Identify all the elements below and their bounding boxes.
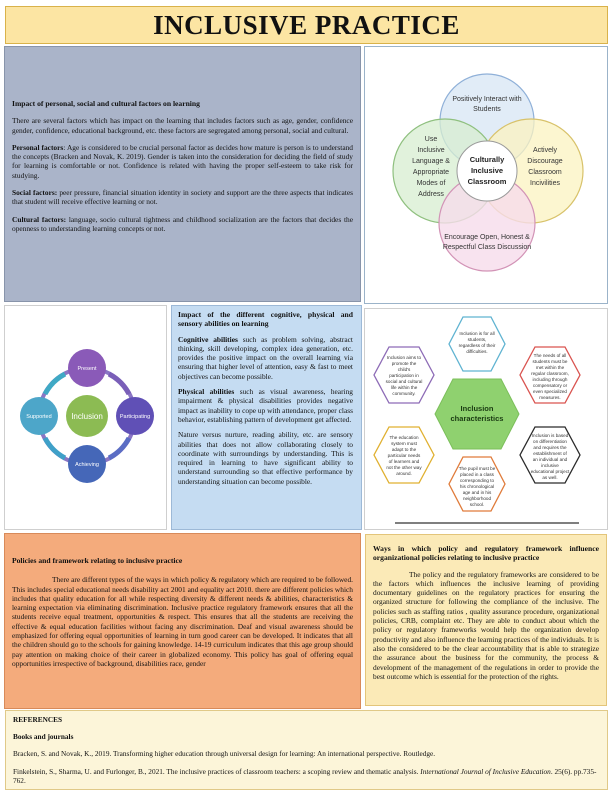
venn-top-label-1: Positively Interact with bbox=[452, 96, 522, 103]
hex-bottom-right-line-5: an individual and bbox=[532, 457, 568, 462]
hex-bottom-line-1: The pupil must be bbox=[458, 466, 496, 471]
reference-1: Bracken, S. and Novak, K., 2019. Transforming higher education through universal design for learning: An international perspective. Routledge. bbox=[13, 749, 436, 758]
panel1-cultural: Cultural factors: language, socio cultural tightness and childhood socialization are the factors that decides the openness to understanding learning concepts or not. bbox=[12, 214, 353, 233]
hex-bottom-left-line-6: not the other way bbox=[386, 465, 422, 470]
hex-bottom-left-line-3: adapt to the bbox=[391, 447, 417, 452]
references-subheading: Books and journals bbox=[13, 732, 74, 741]
panel2-cognitive: Cognitive abilities such as problem solving, abstract thinking, skill developing, complex idea generation, etc. provides the positive impact on the overall learning via ensuring that higher level of attention, easy & fast to meet objectives can become possible. bbox=[178, 334, 353, 381]
venn-left-label-1: Use bbox=[424, 136, 438, 143]
hex-top-right-line-3: met within the bbox=[535, 365, 565, 370]
reference-2: Finkelstein, S., Sharma, U. and Furlonger, B., 2021. The inclusive practices of classroom teachers: a scoping review and thematic analysis. International Journal of Inclusive Education. 25(6). pp.735-762. bbox=[13, 767, 597, 785]
cycle-arc-bottom-right bbox=[109, 438, 129, 458]
hex-top-left-line-3: child's bbox=[397, 367, 411, 372]
venn-right-label-1: Actively bbox=[532, 147, 558, 154]
policies-framework-panel bbox=[4, 533, 361, 709]
hex-center-label-2: characteristics bbox=[450, 414, 504, 423]
hex-bottom-left-line-5: of learners and bbox=[388, 459, 420, 464]
hex-bottom-right-line-3: and requires the bbox=[533, 445, 567, 450]
hex-top-left-line-7: community. bbox=[392, 391, 416, 396]
panel3-text: There are different types of the ways in which policy & regulatory which are required to be followed. This includes special educational needs disability act 2001 and equality act 2010. there are different policies which includes that quality education for all while respecting diversity & different needs & abilities, characteristics & learning expectation via eliminating discrimination. Inclusive practice regulatory framework ensures that all the students receive equal treatment, opportunities & respect. This ensures that all the students are receiving the effective & equal education facilities without facing any discrimination. Deaf and visual awareness should be emphasized for offering equal opportunities of learning in turn good career can be developed. It indicates that all the children should go to the schools for gaining knowledge. 14-19 curriculum indicates that this age group should pay attention on making choice of their career in globalized economy. This policy has goal of offering equal opportunities irrespective of background, disabilities race, gender bbox=[12, 575, 353, 668]
hex-top-right-line-7: even specialized bbox=[533, 389, 567, 394]
venn-left-label-5: Modes of bbox=[416, 180, 446, 187]
hex-top-left-line-5: social and cultural bbox=[385, 379, 423, 384]
venn-left-label-2: Inclusive bbox=[417, 147, 445, 154]
venn-bottom-label-1: Encourage Open, Honest & bbox=[444, 234, 530, 241]
hex-bottom-line-3: corresponding to bbox=[459, 478, 495, 483]
cycle-arc-right bbox=[109, 374, 129, 394]
cycle-bottom-label: Achieving bbox=[75, 462, 99, 468]
hex-bottom-line-2: placed in a class bbox=[460, 472, 494, 477]
hex-bottom-line-7: school. bbox=[469, 502, 485, 507]
hex-bottom-left-line-2: system must bbox=[391, 441, 417, 446]
panel2-heading: Impact of the different cognitive, physical and sensory abilities on learning bbox=[178, 310, 353, 329]
panel2-nature: Nature versus nurture, reading ability, etc. are sensory abilities that does not allow collaborating closely to coordinate with surroundings by understanding. This is required in learning to have significant ability to understand surrounding so that effective performance by understanding situation can become possible. bbox=[178, 430, 353, 486]
hex-top-line-2: students, bbox=[467, 337, 487, 342]
hex-bottom-right-line-7: educational project bbox=[530, 469, 570, 474]
panel1-social: Social factors: peer pressure, financial situation identity in society and support are the three aspects that indicates that student will receive effective learning or not. bbox=[12, 188, 353, 207]
cycle-arc-bottom-left bbox=[45, 438, 65, 458]
hex-top-left-line-2: promote the bbox=[391, 361, 417, 366]
venn-center-label-1: Culturally bbox=[469, 155, 505, 164]
venn-center-label-3: Classroom bbox=[467, 177, 507, 186]
panel1-personal: Personal factors: Age is considered to be crucial personal factor as decides how mature is person is to understand the concepts (Bracken and Novak, K. 2019). Gender is taken into the consideration for deciding the field of study for learning is comfortable or not. Confidence is related with having the proper self-esteem to take risk for studying. bbox=[12, 142, 353, 180]
inclusion-cycle-diagram bbox=[4, 305, 167, 530]
venn-left-label-3: Language & bbox=[412, 158, 450, 165]
venn-bottom-label-2: Respectful Class Discussion bbox=[442, 244, 532, 251]
cycle-arc-left bbox=[45, 374, 65, 394]
panel1-intro: There are several factors which has impact on the learning that includes factors such as age, gender, confidence gender, confidence, educational background, etc. these factors are segregated among personal, social and cultural. bbox=[12, 116, 353, 135]
hex-bottom-right-line-6: inclusive bbox=[541, 463, 559, 468]
culturally-inclusive-venn-diagram bbox=[364, 46, 608, 304]
venn-center-label-2: Inclusive bbox=[470, 166, 504, 175]
hex-top-right-line-8: measures. bbox=[539, 395, 561, 400]
hex-bottom-right-line-2: on differentiation bbox=[533, 439, 567, 444]
references-panel bbox=[5, 710, 608, 790]
abilities-panel bbox=[171, 305, 362, 530]
personal-social-cultural-panel bbox=[4, 46, 361, 302]
cycle-top-label: Present bbox=[77, 366, 97, 372]
policy-influence-panel bbox=[365, 534, 607, 706]
hex-top-right-line-4: regular classroom, bbox=[531, 371, 569, 376]
cycle-left-label: Supported bbox=[26, 414, 52, 420]
hex-top-left-line-4: participation in bbox=[389, 373, 419, 378]
venn-right-label-2: Discourage bbox=[527, 158, 563, 165]
hex-top-line-1: Inclusion is for all bbox=[459, 331, 495, 336]
hex-top-right-line-5: including through bbox=[532, 377, 568, 382]
cycle-right-label: Participating bbox=[119, 414, 151, 420]
venn-right-label-3: Classroom bbox=[528, 169, 562, 176]
hex-bottom-left-line-4: particular needs bbox=[387, 453, 421, 458]
hex-bottom-line-5: age and in his bbox=[462, 490, 492, 495]
references-heading: REFERENCES bbox=[13, 715, 63, 724]
hex-top-line-4: difficulties. bbox=[466, 349, 488, 354]
hex-top-right-line-2: students must be bbox=[532, 359, 568, 364]
hex-center-label-1: Inclusion bbox=[460, 404, 494, 413]
panel4-text: The policy and the regulatory frameworks are considered to be the factors which influences the inclusive learning of providing documentary guidelines on the regulatory practices for ensuring the organized structure for following the compliance of the inclusive. The policies such as staffing ratios , quality assurance procedure, organizational policies, CRB, complaint etc. They are able to conduct about which the policy or regulatory frameworks would help the organization develop productivity and also influence the learning practices of the individuals. It is also the considered to be the clear accountability that is able to strategize the assurance about the business for the community, the process & development of the management of the regulations in order to provide the best outcome which is essential for the protection of the rights. bbox=[373, 569, 599, 681]
panel3-heading: Policies and framework relating to inclusive practice bbox=[12, 556, 183, 565]
hex-bottom-right-line-4: establishment of bbox=[533, 451, 567, 456]
panel4-heading: Ways in which policy and regulatory framework influence organizational policies relating to inclusive practice bbox=[373, 544, 599, 563]
hex-bottom-right-line-1: Inclusion is based bbox=[531, 433, 569, 438]
hex-bottom-right-line-8: as well. bbox=[542, 475, 558, 480]
panel1-heading: Impact of personal, social and cultural factors on learning bbox=[12, 99, 200, 108]
venn-right-label-4: Incivilities bbox=[530, 180, 560, 187]
hex-bottom-line-4: his chronological bbox=[459, 484, 495, 489]
panel2-physical: Physical abilities such as visual awareness, hearing impairment & physical disabilities provides negative impact as inability to cope up with attendance, proper class behavior, establishing pattern of development get affected. bbox=[178, 387, 353, 424]
venn-top-label-2: Students bbox=[473, 106, 501, 113]
hex-bottom-line-6: neighborhood bbox=[462, 496, 492, 501]
poster-title-banner bbox=[5, 6, 608, 44]
hex-top-left-line-6: life within the bbox=[390, 385, 418, 390]
hex-top-line-3: regardless of their bbox=[458, 343, 496, 348]
hex-top-right-line-1: The needs of all bbox=[533, 353, 567, 358]
hex-bottom-left-line-1: The education bbox=[389, 435, 419, 440]
hex-top-left-line-1: Inclusion aims to bbox=[386, 355, 422, 360]
poster-title: INCLUSIVE PRACTICE bbox=[153, 9, 460, 40]
cycle-center-label: Inclusion bbox=[71, 412, 103, 421]
hex-bottom-left-line-7: around. bbox=[396, 471, 412, 476]
inclusion-characteristics-diagram bbox=[364, 308, 608, 530]
venn-left-label-6: Address bbox=[418, 191, 444, 198]
hex-top-right-line-6: compensatory or bbox=[532, 383, 568, 388]
venn-left-label-4: Appropriate bbox=[412, 169, 450, 176]
